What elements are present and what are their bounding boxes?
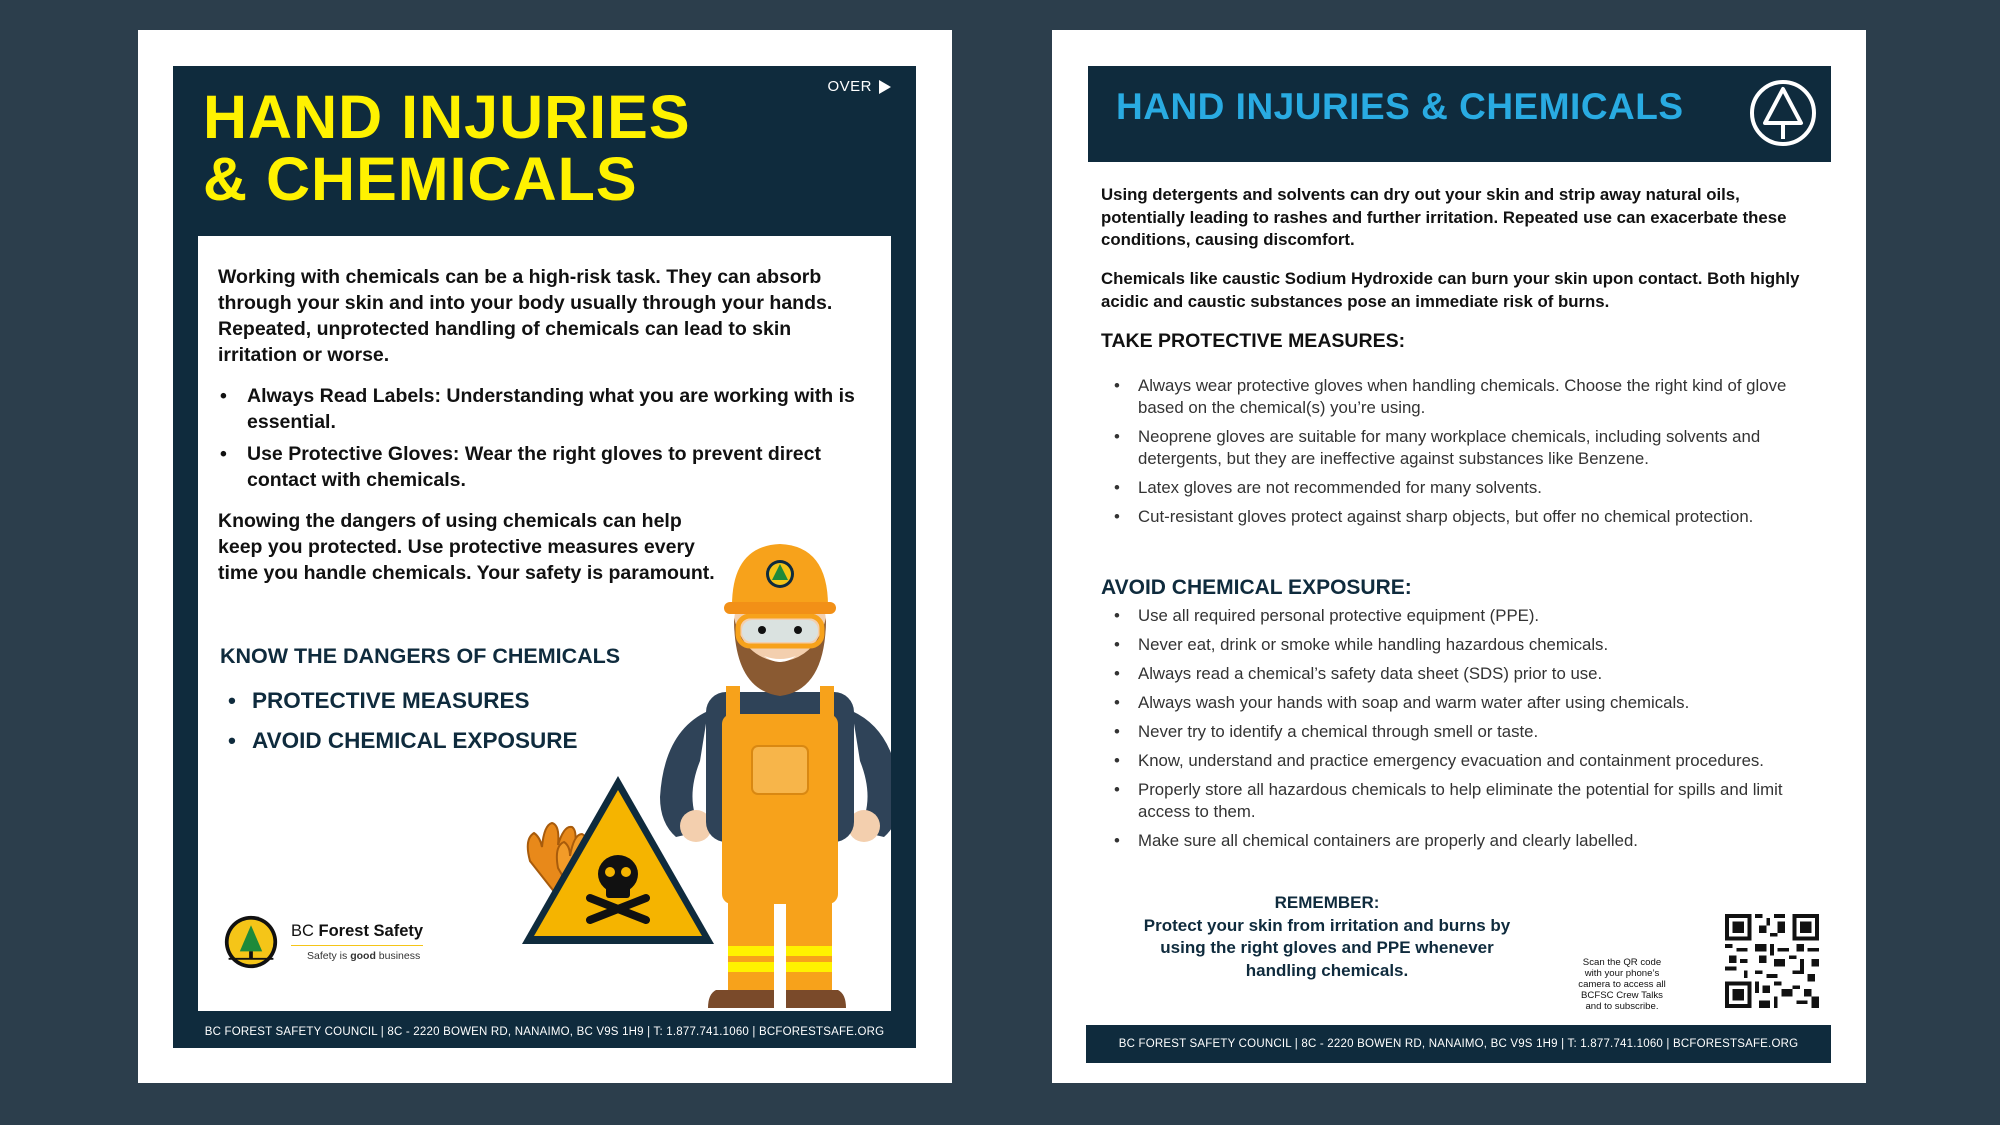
remember-text: Protect your skin from irritation and burns by using the right gloves and PPE whenever handling chemicals. (1143, 915, 1511, 980)
avoid-list (1101, 605, 1801, 859)
list-item: • Use all required personal protective equipment (PPE). (1101, 605, 1801, 627)
protective-heading: TAKE PROTECTIVE MEASURES: (1101, 330, 1406, 352)
front-title-line1: HAND INJURIES (203, 83, 691, 151)
bcfs-tree-logo-icon (223, 914, 279, 970)
list-item: • Always wear protective gloves when handling chemicals. Choose the right kind of glove based on the chemical(s) you’re using. (1101, 375, 1801, 419)
list-item: • Properly store all hazardous chemicals to help eliminate the potential for spills and limit access to them. (1101, 779, 1801, 823)
remember-title: REMEMBER: (1274, 893, 1380, 912)
list-item: • Always wash your hands with soap and warm water after using chemicals. (1101, 692, 1801, 714)
over-label: OVER (827, 78, 872, 95)
intro-paragraph: Working with chemicals can be a high-risk task. They can absorb through your skin and into your body usually through your hands. Repeated, unprotected handling of chemicals can lead to skin irritation or worse. (218, 266, 833, 366)
tagline-bold: good (350, 950, 376, 962)
list-item: • Use Protective Gloves: Wear the right gloves to prevent direct contact with chemicals. (218, 442, 858, 493)
list-item: • Always read a chemical’s safety data sheet (SDS) prior to use. (1101, 663, 1801, 685)
list-item: • AVOID CHEMICAL EXPOSURE (220, 721, 577, 761)
list-item: • PROTECTIVE MEASURES (220, 681, 577, 721)
list-item: • Never try to identify a chemical through smell or taste. (1101, 721, 1801, 743)
worker-illustration (518, 506, 891, 1011)
brand-name (291, 922, 423, 946)
front-sheet (138, 30, 952, 1083)
safety-paragraph: Knowing the dangers of using chemicals can help keep you protected. Use protective measures every time you handle chemicals. Your safety is paramount. (218, 510, 715, 584)
brand-text (291, 922, 423, 962)
brand-logo (223, 914, 423, 970)
list-item: • Cut-resistant gloves protect against sharp objects, but offer no chemical protection. (1101, 506, 1801, 528)
back-paragraph-1: Using detergents and solvents can dry out your skin and strip away natural oils, potentially leading to rashes and further irritation. Repeated use can exacerbate these conditions, causing discomfort. (1101, 185, 1787, 249)
remember-block (1142, 892, 1512, 982)
dangers-heading: KNOW THE DANGERS OF CHEMICALS (220, 644, 621, 668)
list-item: • Make sure all chemical containers are properly and clearly labelled. (1101, 830, 1801, 852)
back-paragraph-2: Chemicals like caustic Sodium Hydroxide can burn your skin upon contact. Both highly acidic and caustic substances pose an immediate risk of burns. (1101, 269, 1800, 311)
front-title (203, 83, 691, 213)
tagline-after: business (378, 950, 421, 962)
list-item: • Know, understand and practice emergency evacuation and containment procedures. (1101, 750, 1801, 772)
over-link[interactable] (827, 78, 892, 95)
list-item: • Latex gloves are not recommended for many solvents. (1101, 477, 1801, 499)
bcfs-emblem-icon (1749, 79, 1817, 147)
back-title: HAND INJURIES & CHEMICALS (1116, 86, 1684, 127)
qr-caption: Scan the QR code with your phone’s camera to access all BCFSC Crew Talks and to subscribe. (1578, 957, 1666, 1012)
qr-code-icon[interactable] (1725, 914, 1819, 1008)
front-bullet-list (218, 384, 858, 500)
tagline-before: Safety is (307, 950, 348, 962)
front-content-card (198, 236, 891, 1011)
front-panel (173, 66, 916, 1048)
back-header (1088, 66, 1831, 162)
back-sheet (1052, 30, 1866, 1083)
brand-name-bold: Forest Safety (318, 922, 424, 940)
brand-prefix: BC (291, 922, 314, 940)
avoid-heading: AVOID CHEMICAL EXPOSURE: (1101, 576, 1412, 599)
front-title-line2: & CHEMICALS (203, 145, 638, 213)
front-footer: BC FOREST SAFETY COUNCIL | 8C - 2220 BOWEN RD, NANAIMO, BC V9S 1H9 | T: 1.877.741.1060 | BCFORESTSAFE.ORG (204, 1026, 885, 1038)
list-item: • Never eat, drink or smoke while handling hazardous chemicals. (1101, 634, 1801, 656)
list-item: • Always Read Labels: Understanding what you are working with is essential. (218, 384, 858, 435)
protective-list (1101, 375, 1801, 535)
brand-tagline (291, 950, 423, 962)
list-item: • Neoprene gloves are suitable for many workplace chemicals, including solvents and detergents, but they are ineffective against substances like Benzene. (1101, 426, 1801, 470)
back-footer: BC FOREST SAFETY COUNCIL | 8C - 2220 BOWEN RD, NANAIMO, BC V9S 1H9 | T: 1.877.741.1060 | BCFORESTSAFE.ORG (1086, 1025, 1831, 1063)
play-arrow-icon (878, 79, 892, 95)
